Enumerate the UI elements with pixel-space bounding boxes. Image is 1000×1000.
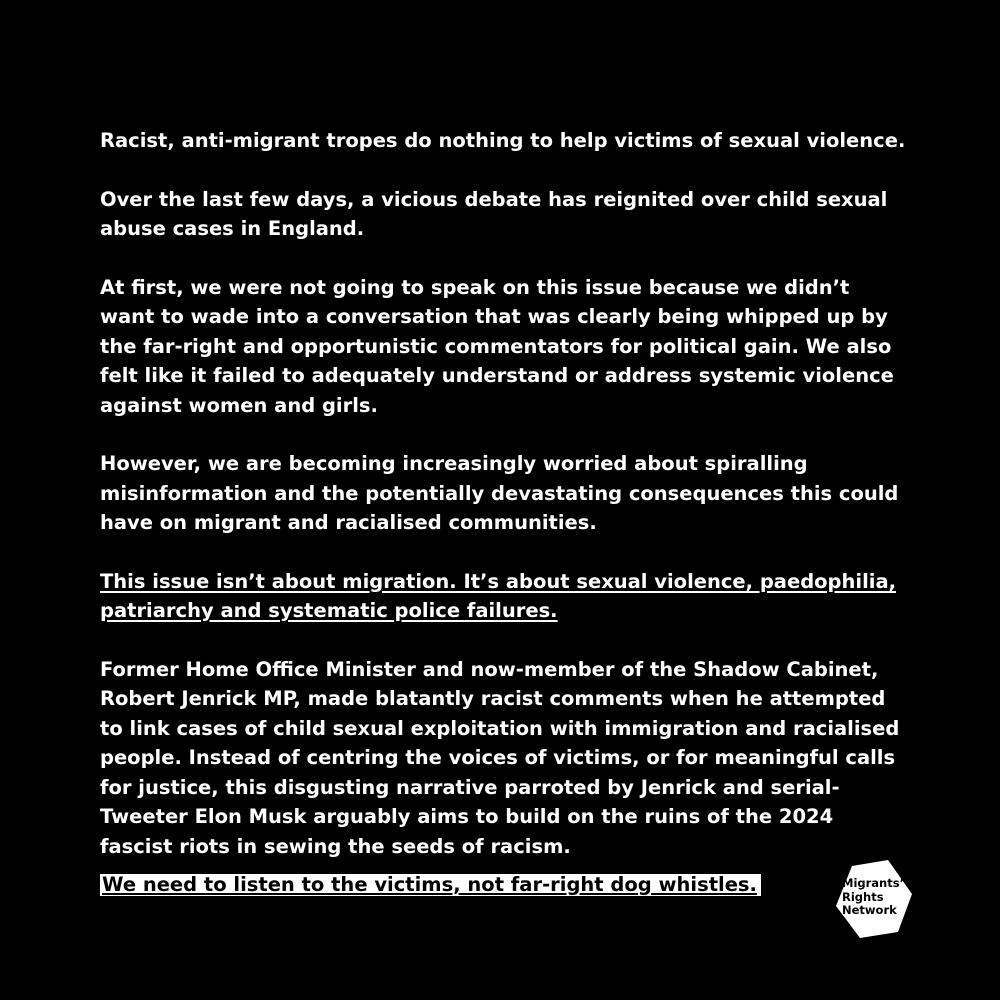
statement-body xyxy=(100,126,910,890)
migrants-rights-network-logo xyxy=(832,860,916,938)
logo-line-3: Network xyxy=(842,903,897,917)
headline-paragraph: Racist, anti-migrant tropes do nothing to help victims of sexual violence. xyxy=(100,129,906,152)
logo-line-2: Rights xyxy=(842,889,884,904)
key-message-paragraph: This issue isn’t about migration. It’s about sexual violence, paedophilia, patriarchy and systematic police failures. xyxy=(100,569,897,622)
closing-statement: We need to listen to the victims, not far-right dog whistles. xyxy=(100,874,761,896)
position-paragraph: At first, we were not going to speak on this issue because we didn’t want to wade into a conversation that was clearly being whipped up by the far-right and opportunistic commentators for political gain. We also felt like it failed to adequately understand or address systemic violence against women and girls. xyxy=(100,275,894,417)
context-paragraph: Over the last few days, a vicious debate has reignited over child sexual abuse cases in England. xyxy=(100,187,888,240)
logo-wordmark xyxy=(842,877,912,918)
logo-line-1: Migrants’ xyxy=(842,876,904,890)
concern-paragraph: However, we are becoming increasingly worried about spiralling misinformation and the potentially devastating consequences this could have on migrant and racialised communities. xyxy=(100,452,899,534)
jenrick-paragraph: Former Home Office Minister and now-member of the Shadow Cabinet, Robert Jenrick MP, made blatantly racist comments when he attempted to link cases of child sexual exploitation with immigration and racialised people. Instead of centring the voices of victims, or for meaningful calls for justice, this disgusting narrative parroted by Jenrick and serial-Tweeter Elon Musk arguably aims to build on the ruins of the 2024 fascist riots in sewing the seeds of racism. xyxy=(100,657,900,858)
